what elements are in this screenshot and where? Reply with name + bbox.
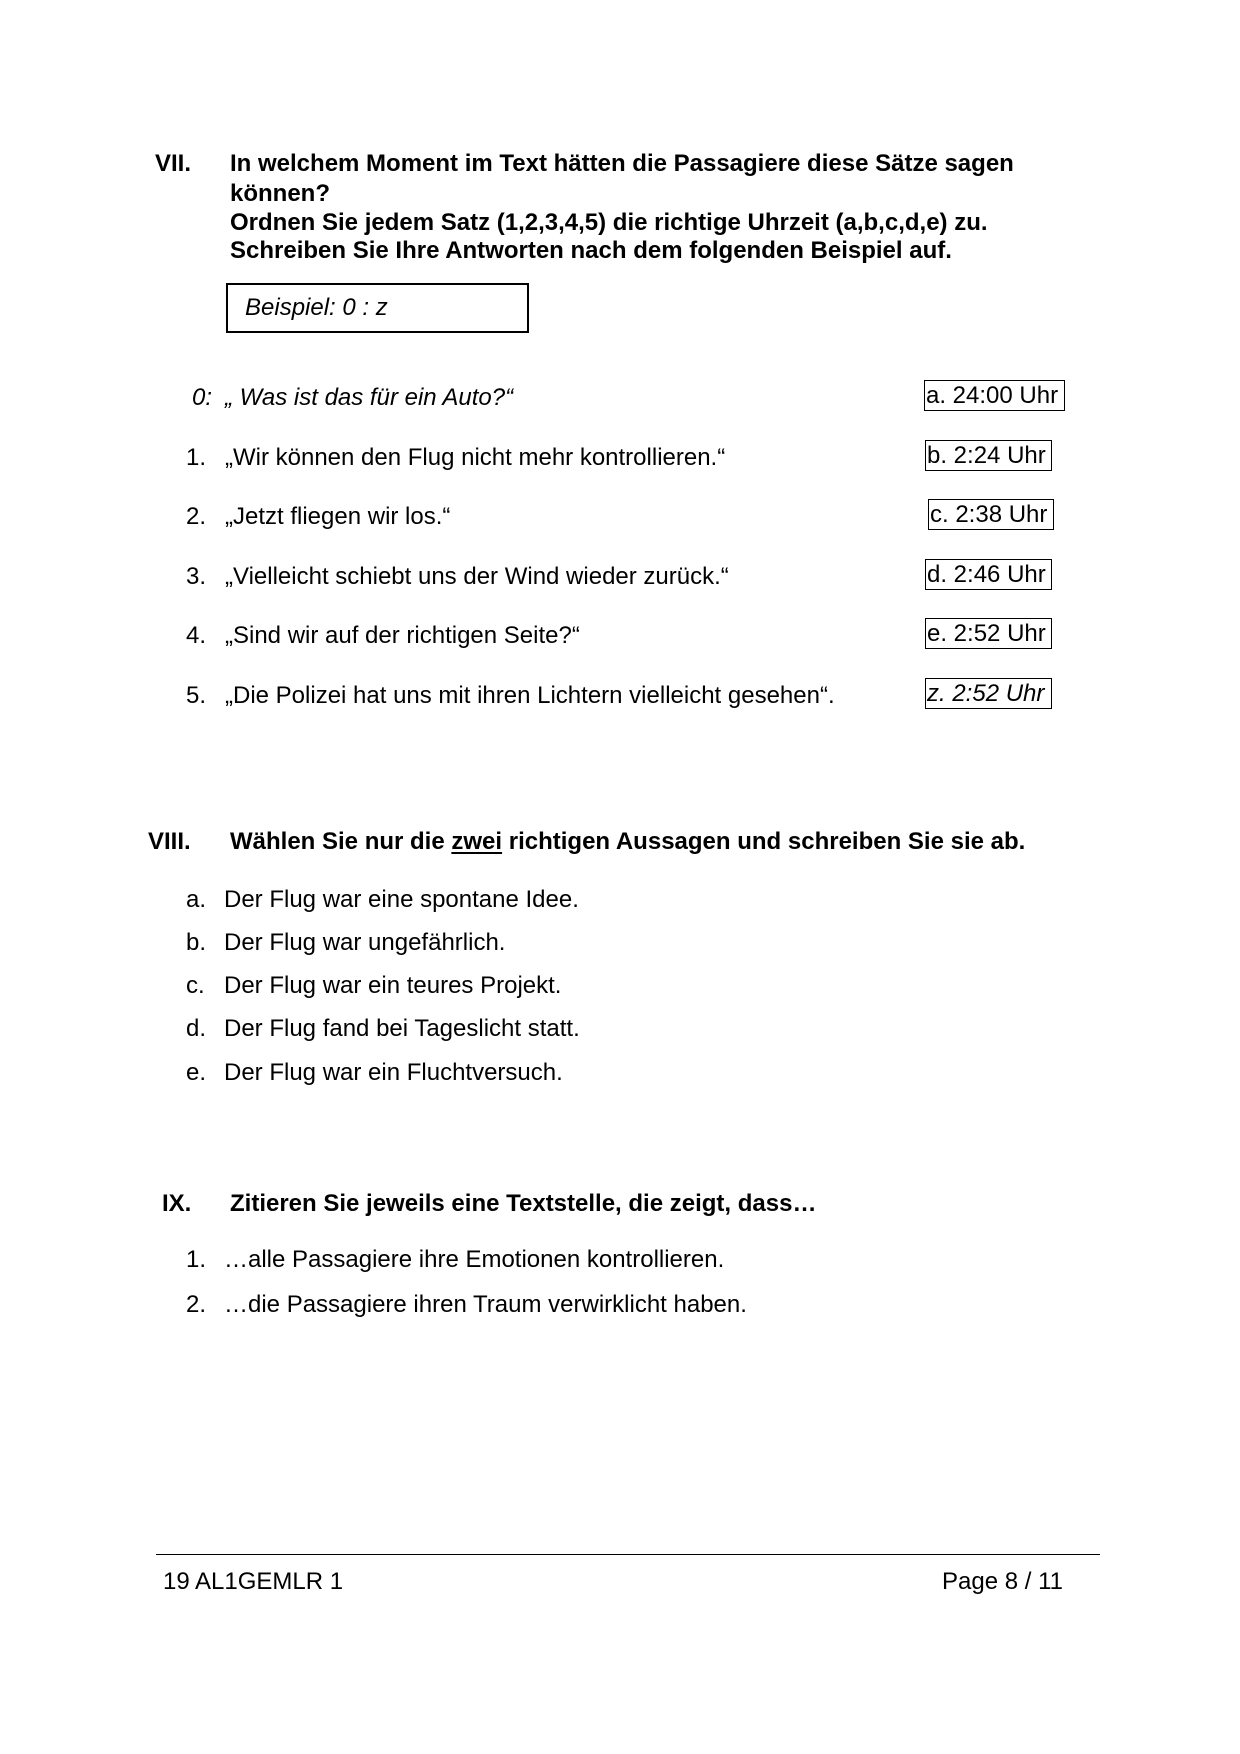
section-8-number: VIII. <box>148 828 191 855</box>
section-8-title-end: richtigen Aussagen und schreiben Sie sie ab. <box>502 828 1026 855</box>
section-9-number: IX. <box>162 1190 192 1217</box>
quote-item-2-text: …die Passagiere ihren Traum verwirklicht haben. <box>224 1291 747 1318</box>
statement-d-text: Der Flug fand bei Tageslicht statt. <box>224 1015 580 1042</box>
section-7-instruction-line-2: können? <box>230 180 330 207</box>
time-option-z: z. 2:52 Uhr <box>925 678 1052 709</box>
time-option-b: b. 2:24 Uhr <box>925 440 1052 471</box>
item-1-text: „Wir können den Flug nicht mehr kontrollieren.“ <box>225 444 726 471</box>
item-3-text: „Vielleicht schiebt uns der Wind wieder zurück.“ <box>225 563 729 590</box>
quote-item-2-number: 2. <box>186 1291 207 1318</box>
item-1-number: 1. <box>186 444 207 471</box>
item-2-text: „Jetzt fliegen wir los.“ <box>225 503 451 530</box>
statement-c-letter: c. <box>186 972 205 999</box>
statement-a-letter: a. <box>186 886 207 913</box>
time-option-d: d. 2:46 Uhr <box>925 559 1052 590</box>
statement-e-text: Der Flug war ein Fluchtversuch. <box>224 1059 563 1086</box>
statement-b-letter: b. <box>186 929 207 956</box>
quote-item-1-text: …alle Passagiere ihre Emotionen kontrollieren. <box>224 1246 725 1273</box>
section-8-title-emphasis: zwei <box>451 828 503 855</box>
example-box <box>226 283 529 333</box>
statement-b-text: Der Flug war ungefährlich. <box>224 929 506 956</box>
section-7-number: VII. <box>155 150 192 177</box>
quote-item-1-number: 1. <box>186 1246 207 1273</box>
statement-d-letter: d. <box>186 1015 207 1042</box>
item-4-number: 4. <box>186 622 207 649</box>
item-5-text: „Die Polizei hat uns mit ihren Lichtern vielleicht gesehen“. <box>225 682 835 709</box>
statement-a-text: Der Flug war eine spontane Idee. <box>224 886 579 913</box>
section-7-instruction-line-3: Ordnen Sie jedem Satz (1,2,3,4,5) die richtige Uhrzeit (a,b,c,d,e) zu. <box>230 209 988 236</box>
item-2-number: 2. <box>186 503 207 530</box>
time-option-c: c. 2:38 Uhr <box>928 499 1054 530</box>
section-7-instruction-line-4: Schreiben Sie Ihre Antworten nach dem folgenden Beispiel auf. <box>230 237 952 264</box>
item-4-text: „Sind wir auf der richtigen Seite?“ <box>225 622 580 649</box>
statement-e-letter: e. <box>186 1059 207 1086</box>
section-8-title-start: Wählen Sie nur die <box>230 828 452 855</box>
footer-exam-code: 19 AL1GEMLR 1 <box>163 1568 344 1595</box>
example-text: Beispiel: 0 : z <box>245 294 388 321</box>
section-9-title: Zitieren Sie jeweils eine Textstelle, die zeigt, dass… <box>230 1190 817 1217</box>
item-0-text: „ Was ist das für ein Auto?“ <box>225 384 514 411</box>
footer-divider <box>156 1554 1100 1555</box>
section-8-title <box>230 828 1025 856</box>
footer-page-number: Page 8 / 11 <box>942 1568 1063 1595</box>
item-5-number: 5. <box>186 682 207 709</box>
item-3-number: 3. <box>186 563 207 590</box>
time-option-a: a. 24:00 Uhr <box>924 380 1065 411</box>
statement-c-text: Der Flug war ein teures Projekt. <box>224 972 562 999</box>
item-0-number: 0: <box>192 384 213 411</box>
section-7-instruction-line-1: In welchem Moment im Text hätten die Passagiere diese Sätze sagen <box>230 150 1014 177</box>
time-option-e: e. 2:52 Uhr <box>925 618 1052 649</box>
